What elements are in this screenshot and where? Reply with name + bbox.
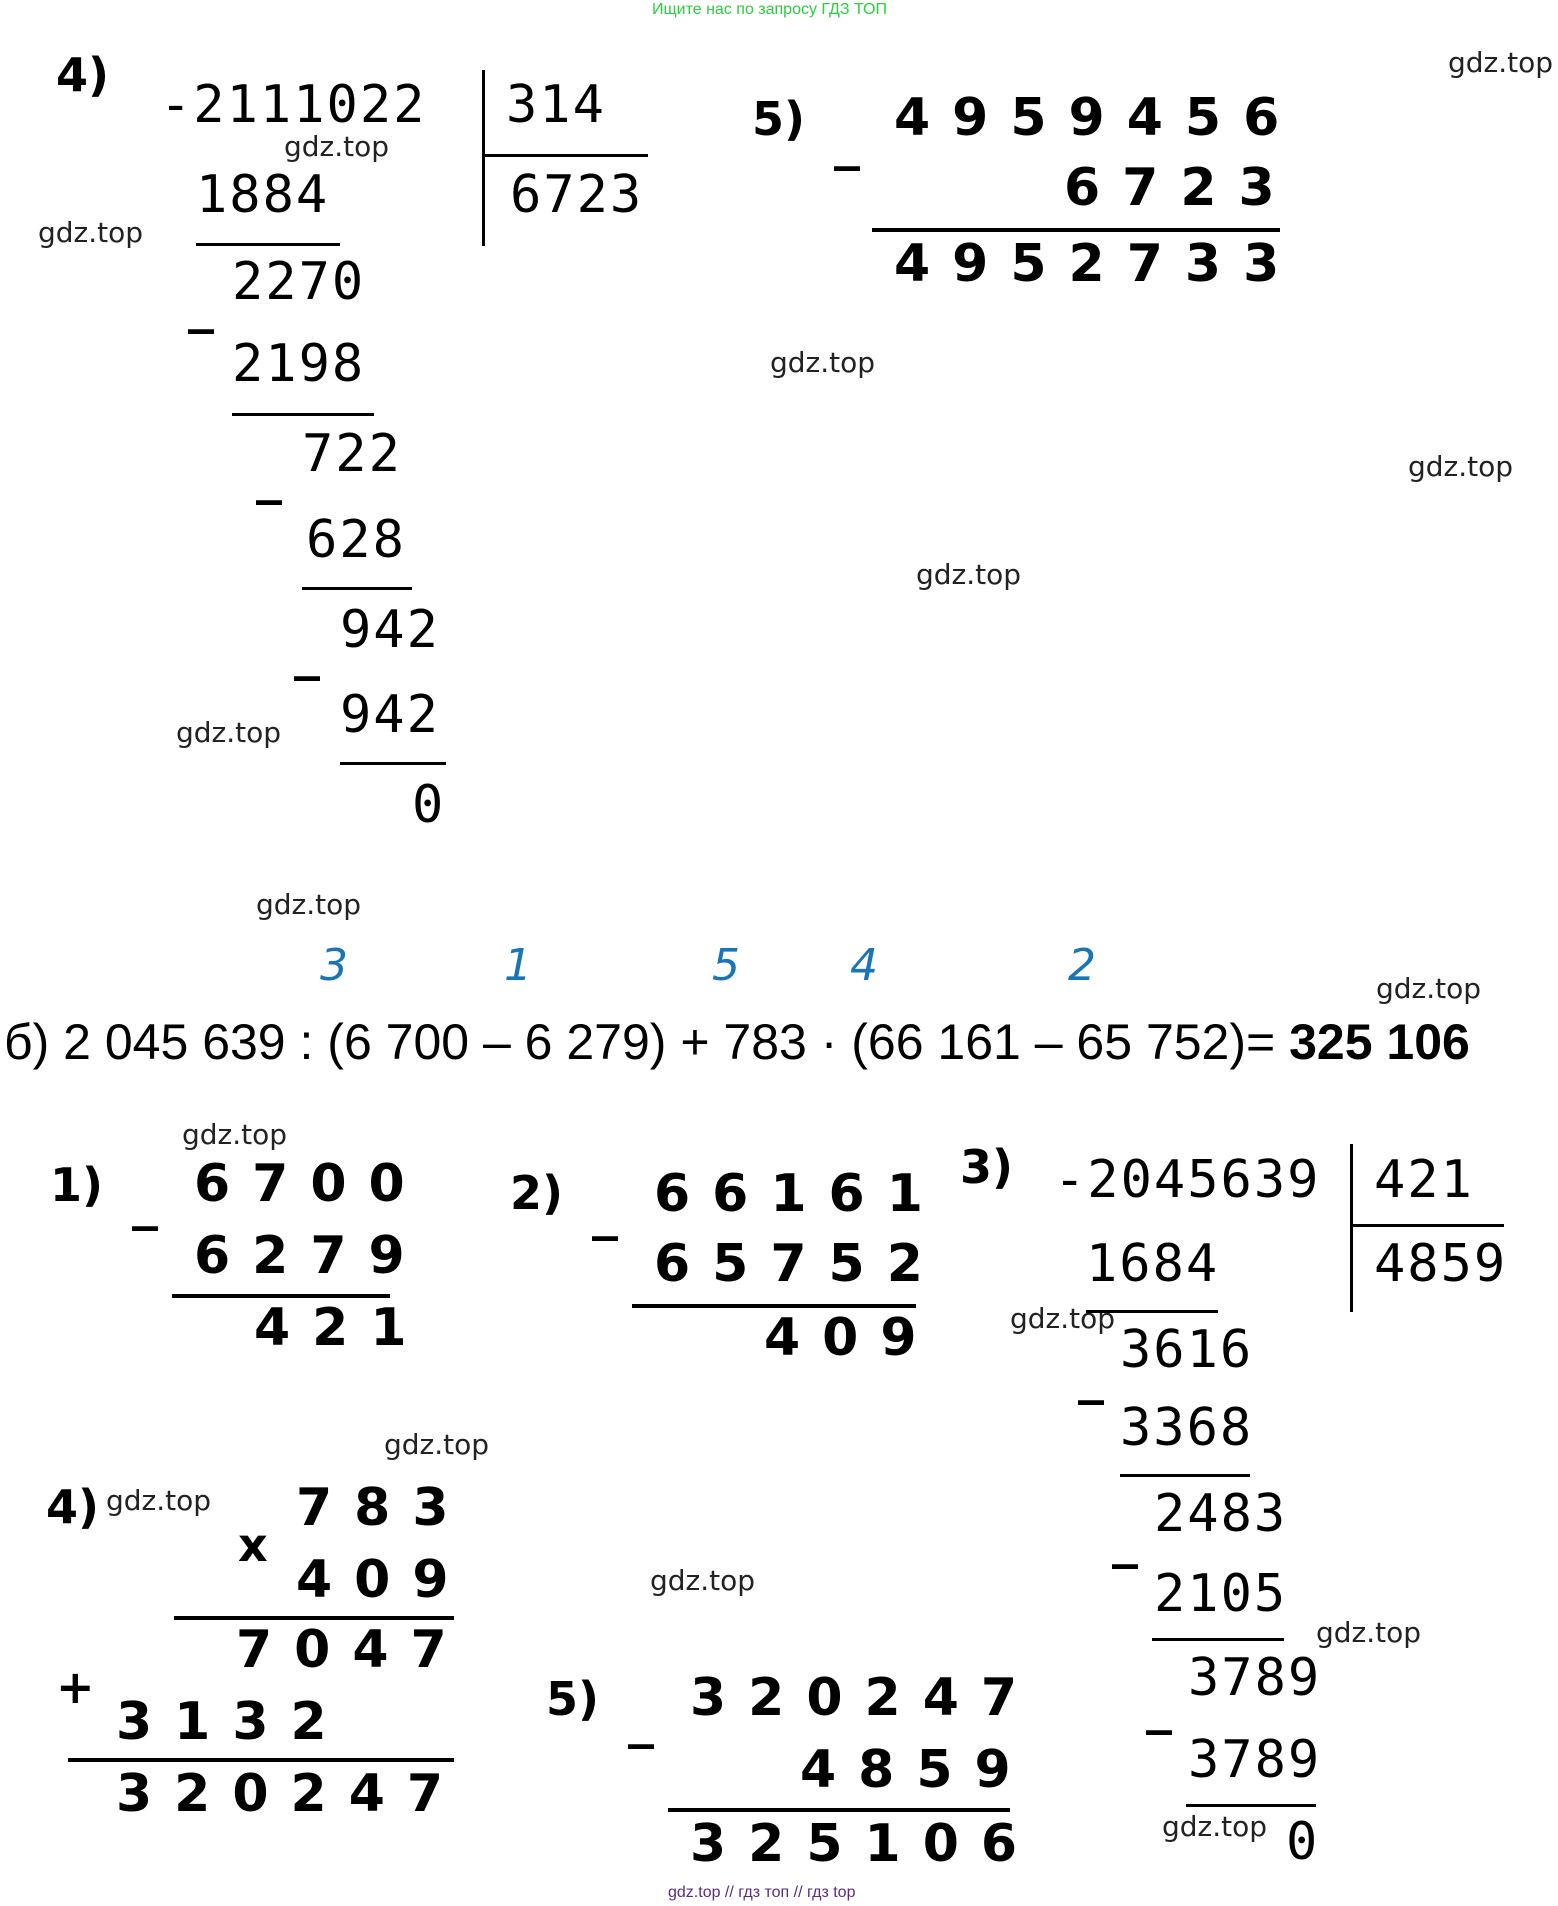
b3-step-5: 2105 — [1154, 1564, 1288, 1624]
watermark: gdz.top — [770, 346, 876, 379]
b5-line — [668, 1808, 1010, 1812]
bottom-banner: gdz.top // гдз топ // гдз top — [668, 1884, 856, 1901]
a4-step-7: 942 — [340, 685, 440, 745]
b2-minus: _ — [592, 1182, 618, 1242]
a5-result: 4952733 — [894, 234, 1302, 294]
a4-division-bar — [482, 70, 485, 246]
b3-step-7: 3789 — [1188, 1730, 1322, 1790]
a4-minus-1: _ — [188, 275, 214, 335]
b3-step-3: 3368 — [1120, 1398, 1254, 1458]
b4-partial-1: 7047 — [236, 1620, 469, 1680]
b4-times-sign: x — [238, 1518, 268, 1572]
a4-step-6: 942 — [340, 600, 440, 660]
watermark: gdz.top — [1448, 46, 1554, 79]
b3-label: 3) — [960, 1140, 1014, 1194]
order-mark-2: 1 — [504, 940, 532, 991]
b1-subtrahend: 6279 — [194, 1226, 427, 1286]
watermark: gdz.top — [106, 1484, 212, 1517]
order-mark-4: 4 — [850, 940, 878, 991]
b3-minus-1: _ — [1078, 1346, 1104, 1406]
b3-line-4 — [1186, 1804, 1316, 1807]
a4-step-3: 2198 — [232, 334, 366, 394]
b2-result: 409 — [764, 1308, 939, 1368]
b4-label: 4) — [46, 1480, 100, 1534]
a5-line — [872, 228, 1280, 232]
watermark: gdz.top — [256, 888, 362, 921]
b4-partial-2: 3132 — [116, 1692, 349, 1752]
b4-factor-b: 409 — [296, 1550, 471, 1610]
b1-minus: _ — [132, 1172, 158, 1232]
order-mark-5: 2 — [1068, 940, 1096, 991]
b1-label: 1) — [50, 1158, 104, 1212]
b4-factor-a: 783 — [296, 1478, 471, 1538]
a4-step-2: 2270 — [232, 252, 366, 312]
b3-step-4: 2483 — [1154, 1484, 1288, 1544]
b5-minuend: 320247 — [690, 1668, 1040, 1728]
b3-dividend: -2045639 — [1054, 1150, 1321, 1210]
a5-minuend: 4959456 — [894, 88, 1302, 148]
b3-line-3 — [1152, 1638, 1284, 1641]
watermark: gdz.top — [1376, 972, 1482, 1005]
a5-minus: _ — [834, 112, 860, 172]
watermark: gdz.top — [176, 716, 282, 749]
expression-answer: 325 106 — [1289, 1014, 1470, 1070]
b5-result: 325106 — [690, 1814, 1040, 1874]
a4-minus-3: _ — [294, 622, 320, 682]
watermark: gdz.top — [1162, 1810, 1268, 1843]
a5-subtrahend: 6723 — [1064, 158, 1297, 218]
a4-line-3 — [302, 587, 412, 590]
b3-step-8: 0 — [1286, 1812, 1320, 1872]
a5-label: 5) — [752, 92, 806, 146]
watermark: gdz.top — [384, 1428, 490, 1461]
b3-division-bar — [1350, 1144, 1353, 1312]
a4-line-1 — [196, 243, 340, 246]
order-mark-3: 5 — [712, 940, 740, 991]
a4-label: 4) — [56, 48, 110, 102]
a4-step-5: 628 — [306, 510, 406, 570]
b1-minuend: 6700 — [194, 1154, 427, 1214]
a4-dividend: -2111022 — [160, 75, 427, 135]
a4-step-1: 1884 — [196, 165, 330, 225]
b5-label: 5) — [546, 1672, 600, 1726]
watermark: gdz.top — [38, 216, 144, 249]
watermark: gdz.top — [1316, 1616, 1422, 1649]
expression — [4, 1013, 1470, 1071]
b3-quotient: 4859 — [1374, 1234, 1508, 1294]
watermark: gdz.top — [284, 130, 390, 163]
b2-minuend: 66161 — [654, 1164, 945, 1224]
expression-body: б) 2 045 639 : (6 700 – 6 279) + 783 · (66 161 – 65 752)= — [4, 1014, 1290, 1070]
a4-divisor: 314 — [506, 75, 606, 135]
watermark: gdz.top — [1010, 1302, 1116, 1335]
b3-divisor: 421 — [1374, 1150, 1474, 1210]
b3-minus-3: _ — [1146, 1676, 1172, 1736]
b3-step-2: 3616 — [1120, 1320, 1254, 1380]
b4-plus-sign: + — [56, 1660, 95, 1714]
watermark: gdz.top — [1408, 450, 1514, 483]
a4-quotient-line — [482, 154, 648, 157]
b1-result: 421 — [254, 1298, 429, 1358]
a4-step-4: 722 — [302, 424, 402, 484]
b3-step-1: 1684 — [1086, 1234, 1220, 1294]
b3-quotient-line — [1350, 1224, 1504, 1227]
b4-result: 320247 — [116, 1764, 466, 1824]
b3-step-6: 3789 — [1188, 1648, 1322, 1708]
b2-label: 2) — [510, 1166, 564, 1220]
b3-line-2 — [1120, 1474, 1250, 1477]
watermark: gdz.top — [650, 1564, 756, 1597]
b5-subtrahend: 4859 — [800, 1740, 1033, 1800]
top-banner: Ищите нас по запросу ГДЗ ТОП — [652, 1, 887, 18]
b5-minus: _ — [628, 1690, 654, 1750]
watermark: gdz.top — [916, 558, 1022, 591]
a4-line-4 — [340, 762, 446, 765]
watermark: gdz.top — [182, 1118, 288, 1151]
a4-quotient: 6723 — [510, 165, 644, 225]
b4-line-2 — [68, 1758, 454, 1762]
b3-minus-2: _ — [1112, 1510, 1138, 1570]
b2-subtrahend: 65752 — [654, 1234, 945, 1294]
a4-minus-2: _ — [256, 446, 282, 506]
order-mark-1: 3 — [320, 940, 348, 991]
a4-line-2 — [232, 413, 374, 416]
a4-step-8: 0 — [412, 775, 446, 835]
